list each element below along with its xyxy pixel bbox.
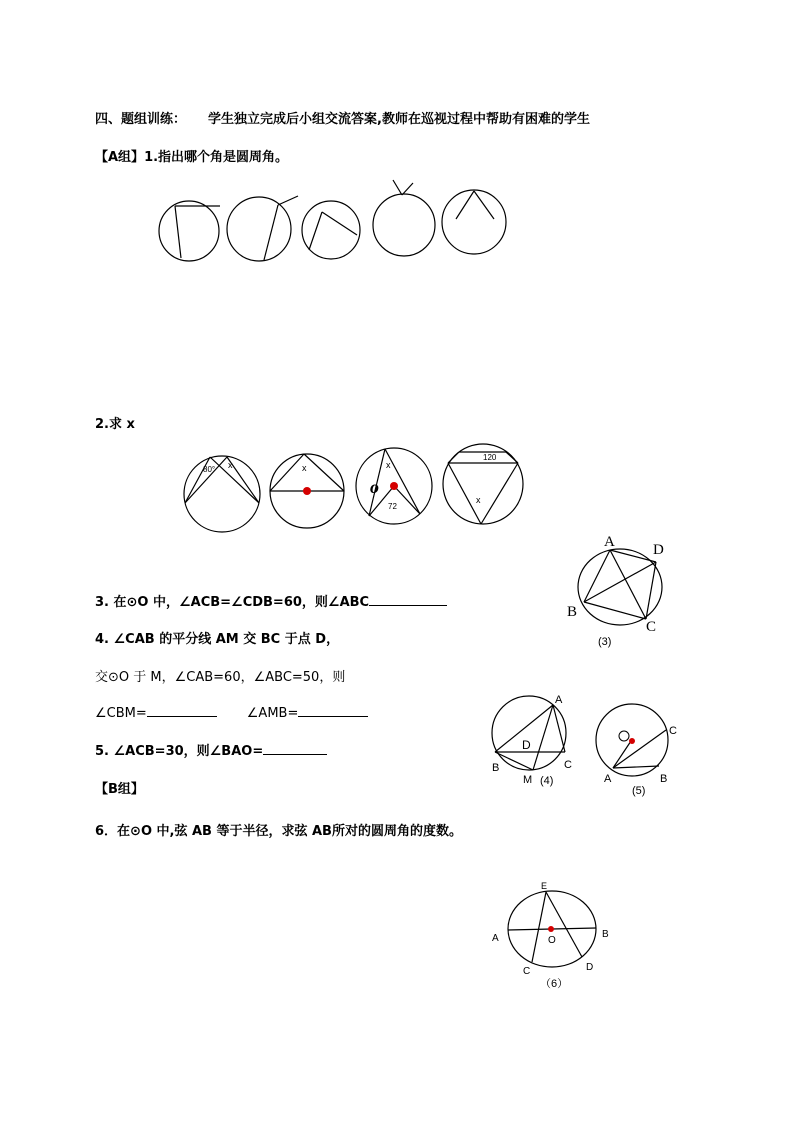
q1-circle-5: [442, 190, 506, 254]
label-D: D: [653, 542, 664, 558]
label-D: D: [522, 738, 531, 752]
caption-5: (5): [632, 785, 646, 797]
figure-4: [492, 694, 572, 787]
label-x: x: [228, 460, 233, 470]
q2-circle-1: [184, 456, 260, 532]
figure-5: [596, 704, 677, 797]
q2-circle-3: [356, 448, 432, 524]
label-x: x: [476, 495, 481, 505]
question-1: 1.指出哪个角是圆周角。: [144, 150, 289, 165]
center-o-ring: [619, 731, 629, 741]
figure-3: [567, 534, 664, 648]
cbm-label: ∠CBM=: [95, 706, 147, 721]
q1-circle-3: [302, 201, 360, 259]
label-B: B: [660, 773, 668, 785]
question-4-line2: 交⊙O 于 M，∠CAB=60，∠ABC=50，则: [95, 670, 346, 685]
label-A: A: [604, 773, 612, 785]
label-120: 120: [483, 453, 497, 462]
label-A: A: [492, 933, 499, 944]
question-3-text: 3. 在⊙O 中，∠ACB=∠CDB=60，则∠ABC: [95, 595, 370, 610]
q2-circle-4: [443, 444, 523, 524]
label-B: B: [567, 604, 578, 620]
caption-6: （6）: [540, 978, 569, 990]
q1-circle-1: [159, 201, 220, 261]
center-dot: [390, 482, 398, 490]
caption-4: (4): [540, 775, 554, 787]
label-M: M: [523, 774, 533, 786]
section-instruction: 学生独立完成后小组交流答案,教师在巡视过程中帮助有困难的学生: [208, 112, 590, 127]
figure-6: [492, 881, 609, 990]
label-B: B: [492, 762, 500, 774]
label-E: E: [541, 881, 548, 891]
label-D: D: [586, 962, 594, 973]
amb-label: ∠AMB=: [246, 706, 299, 721]
question-2: 2.求 x: [95, 417, 135, 432]
center-dot: [303, 487, 311, 495]
question-6: 6．在⊙O 中,弦 AB 等于半径，求弦 AB所对的圆周角的度数。: [95, 824, 462, 839]
label-C: C: [564, 759, 572, 771]
caption-3: (3): [598, 636, 612, 648]
group-b-title: 【B组】: [95, 782, 144, 797]
center-dot: [548, 926, 554, 932]
q2-circle-2: [270, 454, 344, 528]
label-B: B: [602, 929, 609, 940]
label-80: 80°: [203, 465, 216, 474]
label-x: x: [302, 463, 307, 473]
label-O: O: [548, 935, 556, 946]
question-4-line1: 4. ∠CAB 的平分线 AM 交 BC 于点 D，: [95, 632, 340, 647]
section-heading-text: 四、题组训练：: [95, 112, 187, 127]
label-A: A: [604, 534, 615, 550]
q1-circle-2: [227, 196, 298, 261]
label-x: x: [386, 460, 391, 470]
label-C: C: [523, 966, 531, 977]
label-72: 72: [388, 502, 397, 511]
question-5-text: 5. ∠ACB=30，则∠BAO=: [95, 744, 264, 759]
label-A: A: [555, 694, 563, 706]
q1-circle-4: [373, 180, 435, 256]
label-C: C: [646, 619, 657, 635]
label-o: o: [370, 477, 379, 497]
label-C: C: [669, 725, 677, 737]
center-dot: [629, 738, 635, 744]
group-a-label: 【A组】: [95, 150, 145, 165]
